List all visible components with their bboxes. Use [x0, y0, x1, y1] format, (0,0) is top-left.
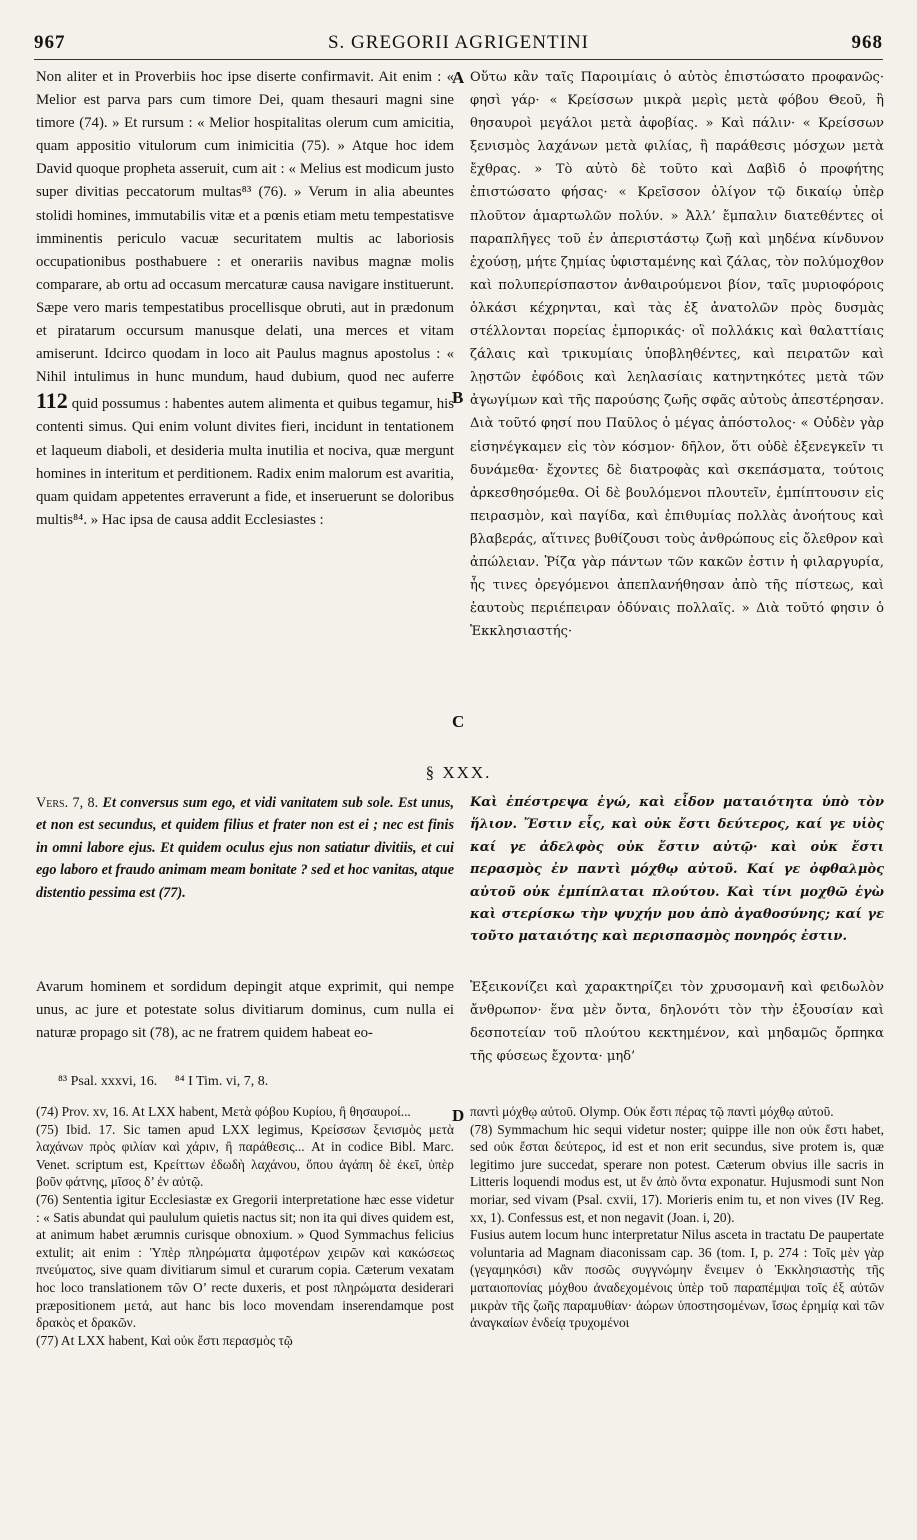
footnote-83: ⁸³ Psal. xxxvi, 16. [58, 1074, 158, 1089]
note-77: (77) At LXX habent, Καὶ οὐκ ἔστι περασμὸς τῷ [36, 1332, 293, 1348]
margin-letter-d: D [452, 1106, 465, 1125]
page-number-left: 967 [34, 32, 66, 53]
greek-commentary-text: Ἐξεικονίζει καὶ χαρακτηρίζει τὸν χρυσομανῆ καὶ φειδωλὸν ἄνθρωπον· ἕνα μὲν ὄντα, δηλονότι τὸν τὴν ἐξουσίαν καὶ δεσποτείαν τοῦ πλούτου κεκτημένον, καὶ μηδαμῶς ὄρπηκα τῆς φύσεως ἔχοντα· μηδ’ [470, 980, 884, 1065]
footnote-84: ⁸⁴ I Tim. vi, 7, 8. [174, 1074, 269, 1089]
latin-verse-text: Et conversus sum ego, et vidi vanitatem sub sole. Est unus, et non est secundus, et quidem filius et frater non est ei ; nec est finis in omni labore ejus. Et quidem oculus ejus non satiatur divitiis, et cui ego laboro et fraudo animam meam bonitate ? sed et hoc vanitas, atque distentio pessima est (77). [36, 795, 454, 901]
note-78: (78) Symmachum hic sequi videtur noster; quippe ille non οὐκ ἔστι habet, sed οὐκ ἔσται δεύτερος, id est et non erit secundus, sive protem is, quæ legitimo jure succedat, sperare non potest. Cæterum obvius ille sacris in Litteris loquendi modus est, ut ἔν ἀπὸ ὄντα exponatur. Hujusmodi sunt Non moriar, sed vivam (Psal. cxvii, 17). Morieris enim tu, et non vives (IV Reg. xx, 1). Confessus est, et non negavit (Joan. i, 20). [470, 1121, 884, 1225]
margin-letter-c: C [452, 712, 465, 731]
notes-right [470, 1103, 884, 1523]
greek-commentary [470, 976, 884, 1070]
latin-commentary [36, 976, 454, 1070]
latin-text-top [36, 66, 454, 728]
greek-verse [470, 792, 884, 968]
greek-verse-text: Καὶ ἐπέστρεψα ἐγώ, καὶ εἶδον ματαιότητα ὑπὸ τὸν ἥλιον. Ἔστιν εἷς, καὶ οὐκ ἔστι δεύτερος, καί γε υἱὸς καί γε ἀδελφὸς οὐκ ἔστιν αὐτῷ· καὶ οὐκ ἔστι περασμὸς ἐν παντὶ μόχθῳ αὐτοῦ. Καί γε ὀφθαλμὸς αὐτοῦ οὐκ ἐμπίπλαται πλούτου. Καὶ τίνι μοχθῶ ἐγὼ καὶ στερίσκω τὴν ψυχήν μου ἀπὸ ἀγαθοσύνης; καί γε τοῦτο ματαιότης καὶ περισπασμὸς πονηρός ἐστιν. [470, 795, 884, 945]
note-75: (75) Ibid. 17. Sic tamen apud LXX legimus, Κρείσσων ξενισμὸς μετὰ λαχάνων πρὸς φιλίαν καὶ χάριν, ἢ παράθεσις... At in codice Bibl. Marc. Venet. scriptum est, Κρείττων ἐδωδὴ λαχάνου, ὅπου ἀγάπη δὲ ἐκεῖ, ὑπὲρ βοῦν φάτνης, μῖσος δ’ ἐν αὐτῷ. [36, 1121, 454, 1190]
scripture-footnotes [58, 1074, 268, 1090]
note-77-continued: παντὶ μόχθῳ αὐτοῦ. Olymp. Οὐκ ἔστι πέρας τῷ παντὶ μόχθῳ αὐτοῦ. [470, 1104, 834, 1119]
greek-paragraph-1: Οὕτω κἂν ταῖς Παροιμίαις ὁ αὐτὸς ἐπιστώσατο προφανῶς· φησὶ γάρ· « Κρείσσων μικρὰ μερὶς μετὰ φόβου Θεοῦ, ἢ θησαυροὶ μεγάλοι μετὰ ἀφοβίας. » Καὶ πάλιν· « Κρείσσων ξενισμὸς λαχάνων μετὰ φιλίας, ἢ παράθεσις μόσχων μετὰ ἔχθρας. » Τὸ αὐτὸ δὲ τοῦτο καὶ Δαβὶδ ὁ προφήτης ἐπιστώσατο φήσας· « Κρεῖσσον ὀλίγον τῷ δικαίῳ ὑπὲρ πλοῦτον ἁμαρτωλῶν πολύν. » Ἀλλ’ ἔμπαλιν διατεθέντες οἱ παραπλῆγες τοῦ ἐν ἀπεριστάστῳ ζωῇ καὶ μηδένα κίνδυνον ἐχούσῃ, μήτε ζημίας ὑφισταμένης καὶ ζάλας, τὸν πολύμοχθον καὶ πολυπερίσπαστον ἀνθαιρούμενοι βίον, ταῖς μυριοφόροις ὁλκάσι κέχρηνται, καὶ τὰς ἐξ ἀνατολῶν πρὸς δυσμὰς στέλλονται πορείας ἐμπορικάς· οἳ πολλάκις καὶ θαλαττίαις ζάλαις καὶ τρικυμίαις ὑποβληθέντες, καὶ πειρατῶν καὶ λῃστῶν ἐφόδοις καὶ λεηλασίαις κατηντηκότες μετὰ τῶν ἀγωγίμων καὶ τῆς παρούσης ζωῆς σφᾶς αὐτοὺς ἀπεστέρησαν. Διὰ τοῦτό φησί που Παῦλος ὁ μέγας ἀπόστολος· « Οὐδὲν γὰρ εἰσηνέγκαμεν εἰς τὸν κόσμον· δῆλον, ὅτι οὐδὲ ἐξενεγκεῖν τι δυνάμεθα· ἔχοντες δὲ διατροφὰς καὶ σκεπάσματα, τούτοις ἀρκεσθησόμεθα. Οἱ δὲ βουλόμενοι πλουτεῖν, ἐμπίπτουσιν εἰς πειρασμὸν, καὶ παγίδα, καὶ ἐπιθυμίας πολλὰς ἀνοήτους καὶ βλαβεράς, αἵτινες βυθίζουσι τοὺς ἀνθρώπους εἰς ὄλεθρον καὶ ἀπώλειαν. Ῥίζα γὰρ πάντων τῶν κακῶν ἐστιν ἡ φιλαργυρία, ἧς τινες ὀρεγόμενοι ἀπεπλανήθησαν ἀπὸ τῆς πίστεως, καὶ ἑαυτοὺς περιέπειραν ὀδύναις πολλαῖς. » Διὰ τοῦτό φησιν ὁ Ἐκκλησιαστής· [470, 70, 884, 640]
verse-label: Vers. 7, 8. [36, 795, 99, 811]
greek-text-top [470, 66, 884, 756]
running-title: S. GREGORII AGRIGENTINI [327, 32, 589, 53]
latin-verse [36, 792, 454, 954]
note-74: (74) Prov. xv, 16. At LXX habent, Μετὰ φόβου Κυρίου, ἢ θησαυροί... [36, 1104, 411, 1119]
margin-letter-a: A [452, 68, 465, 87]
running-header [34, 32, 883, 58]
section-heading: § XXX. [425, 763, 492, 782]
header-rule [34, 59, 883, 60]
note-76: (76) Sententia igitur Ecclesiastæ ex Gregorii interpretatione hæc esse videtur : « Satis abundat qui paululum quietis nactus sit; non ita qui dives quidem est, at animum habet ærumnis curisque obnoxium. » Quod Symmachus felicius extulit; ait enim : Ὑπὲρ πληρώματα ἀμφοτέρων χειρῶν καὶ κακώσεως πνεύματος, sive quam divitiarum simul et curarum copia. Cæterum vexatam hoc loco translationem τῶν Ο’ recte duxeris, et post πληρώματα desiderari præpositionem μετά, aut hanc bis loco movendam inserendamque post δρακὸς et δρακῶν. [36, 1191, 454, 1331]
latin-commentary-text: Avarum hominem et sordidum depingit atque exprimit, qui nempe unus, ac jure et potestate solus divitiarum dominus, cum nulla ei naturæ propago sit (78), ac ne fratrem quidem habeat eo- [36, 979, 454, 1042]
latin-paragraph-1b: quid possumus : habentes autem alimenta et quibus tegamur, his contenti simus. Qui enim volunt divites fieri, incidunt in tentationem et laqueum diaboli, et desideria multa inutilia et nociva, quæ mergunt homines in interitum et perditionem. Radix enim malorum est avaritia, quam quidam appetentes erraverunt a fide, et inseruerunt se doloribus multis⁸⁴. » Hac ipsa de causa addit Ecclesiastes : [36, 396, 454, 528]
latin-paragraph-1: Non aliter et in Proverbiis hoc ipse diserte confirmavit. Ait enim : « Melior est parva pars cum timore Dei, quam thesauri magni sine timore (74). » Et rursum : « Melior hospitalitas olerum cum amicitia, quam appositio vitulorum cum inimicitia (75). » Atque hoc idem David quoque propheta asseruit, cum ait : « Melius est modicum justo super divitias peccatorum multas⁸³ (76). » Verum in alia abeuntes stolidi homines, immutabilis vitæ et a pœnis etiam metu tempestatisve imminentis periculo vacuæ securitatem multis ac laboriosis occupationibus posthabuere : et onerariis navibus magnæ molis comparare, ab ortu ad occasum mercaturæ causa navigare instituerunt. Sæpe vero maris tempestatibus procellisque obruti, aut in prædonum et piratarum occursum manusque delati, una merces et vitam amiserunt. Idcirco quodam in loco ait Paulus magnus apostolus : « Nihil intulimus in hunc mundum, haud dubium, quod nec auferre [36, 69, 454, 386]
note-78-nilus: Fusius autem locum hunc interpretatur Nilus asceta in tractatu De paupertate voluntaria ad Magnam diaconissam cap. 36 (tom. I, p. 274 : Τοῖς μὲν γὰρ (γεγαμηκόσι) κἂν ποσῶς συγγνώμην ἔνειμεν ὁ Ἐκκλησιαστὴς τῆς ματαιοπονίας μόχθου ἀναδεχομένοις ὑπὲρ τοῦ παραπέμψαι τοῖς ἐξ αὐτῶν μικρὰν τῆς ζωῆς παραμυθίαν· ἀώρων ὑποστησομένων, ἴσως ἐρημίᾳ καὶ τῶν ἀναγκαίων ἐνδείᾳ τρυχομένοι [470, 1227, 884, 1331]
margin-letter-b: B [452, 388, 464, 407]
column-number-112: 112 [36, 388, 68, 414]
page-number-right: 968 [851, 32, 883, 53]
notes-left [36, 1103, 454, 1523]
